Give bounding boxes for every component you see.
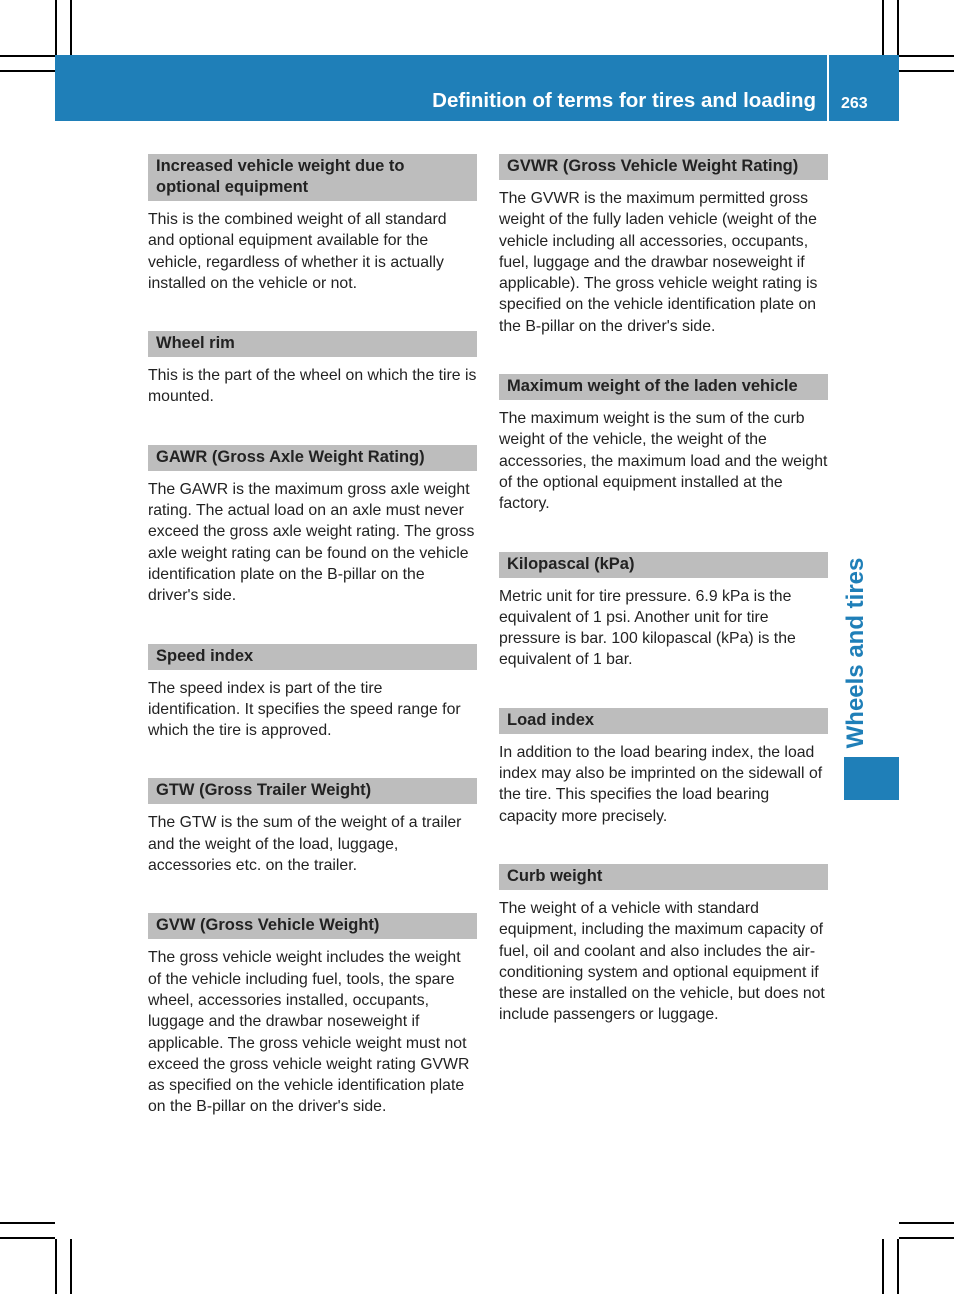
section-wheel-rim [148, 331, 477, 408]
section-heading: GVW (Gross Vehicle Weight) [148, 913, 477, 939]
section-heading: Curb weight [499, 864, 828, 890]
crop-mark [0, 55, 55, 57]
section-heading: Increased vehicle weight due to optional equipment [148, 154, 477, 201]
section-optional-equipment-weight [148, 154, 477, 294]
section-gawr [148, 445, 477, 607]
section-body: Metric unit for tire pressure. 6.9 kPa is the equivalent of 1 psi. Another unit for tire pressure is bar. 100 kilopascal (kPa) is the equivalent of 1 bar. [499, 587, 796, 669]
chapter-tab-marker [844, 757, 899, 800]
right-column [499, 154, 828, 1026]
section-heading: Load index [499, 708, 828, 734]
section-curb-weight [499, 864, 828, 1026]
section-max-laden-weight [499, 374, 828, 514]
crop-mark [882, 0, 884, 55]
section-gvwr [499, 154, 828, 337]
chapter-label-wrap [838, 557, 874, 749]
crop-mark [897, 1239, 899, 1294]
section-body: In addition to the load bearing index, the load index may also be imprinted on the sidewall of the tire. This specifies the load bearing capacity more precisely. [499, 743, 823, 825]
crop-mark [897, 0, 899, 55]
section-load-index [499, 708, 828, 827]
crop-mark [0, 1237, 55, 1239]
crop-mark [882, 1239, 884, 1294]
section-body: The maximum weight is the sum of the curb weight of the vehicle, the weight of the accessories, the maximum load and the weight of the optional equipment installed at the factory. [499, 410, 828, 513]
section-heading: Kilopascal (kPa) [499, 552, 828, 578]
page-number-box [829, 55, 899, 121]
section-body: The gross vehicle weight includes the weight of the vehicle including fuel, tools, the spare wheel, accessories installed, occupants, luggage and the drawbar noseweight if applicable. The gross vehicle weight must not exceed the gross vehicle weight rating GVWR as specified on the vehicle identification plate on the B-pillar on the driver's side. [148, 949, 470, 1116]
section-body: The GAWR is the maximum gross axle weight rating. The actual load on an axle must never exceed the gross axle weight rating. The gross axle weight rating can be found on the vehicle identification plate on the B-pillar on the driver's side. [148, 480, 475, 605]
header-bar [55, 55, 827, 121]
crop-mark [899, 1237, 954, 1239]
crop-mark [70, 0, 72, 55]
section-heading: Maximum weight of the laden vehicle [499, 374, 828, 400]
section-kilopascal [499, 552, 828, 671]
page-title: Definition of terms for tires and loading [432, 89, 816, 112]
crop-mark [55, 1239, 57, 1294]
section-heading: GTW (Gross Trailer Weight) [148, 778, 477, 804]
left-column [148, 154, 477, 1118]
section-heading: Wheel rim [148, 331, 477, 357]
crop-mark [70, 1239, 72, 1294]
section-gtw [148, 778, 477, 876]
page-number: 263 [841, 95, 868, 112]
section-body: The weight of a vehicle with standard equipment, including the maximum capacity of fuel, oil and coolant and also includes the air-conditioning system and optional equipment if these are installed on the vehicle, but does not include passengers or luggage. [499, 899, 825, 1024]
section-heading: GVWR (Gross Vehicle Weight Rating) [499, 154, 828, 180]
crop-mark [55, 0, 57, 55]
chapter-label: Wheels and tires [842, 557, 869, 749]
section-speed-index [148, 644, 477, 742]
section-gvw [148, 913, 477, 1117]
crop-mark [899, 55, 954, 57]
crop-mark [0, 1222, 55, 1224]
section-body: This is the part of the wheel on which the tire is mounted. [148, 367, 477, 406]
section-heading: GAWR (Gross Axle Weight Rating) [148, 445, 477, 471]
section-body: The speed index is part of the tire identification. It specifies the speed range for which the tire is approved. [148, 679, 461, 740]
section-heading: Speed index [148, 644, 477, 670]
crop-mark [0, 70, 55, 72]
crop-mark [899, 1222, 954, 1224]
crop-mark [899, 70, 954, 72]
section-body: This is the combined weight of all standard and optional equipment available for the vehicle, regardless of whether it is actually installed on the vehicle or not. [148, 211, 447, 292]
section-body: The GTW is the sum of the weight of a trailer and the weight of the load, luggage, accessories etc. on the trailer. [148, 814, 462, 875]
section-body: The GVWR is the maximum permitted gross weight of the fully laden vehicle (weight of the vehicle including all accessories, occupants, fuel, luggage and the drawbar noseweight if applicable). The gross vehicle weight rating is specified on the vehicle identification plate on the B-pillar on the driver's side. [499, 190, 818, 335]
